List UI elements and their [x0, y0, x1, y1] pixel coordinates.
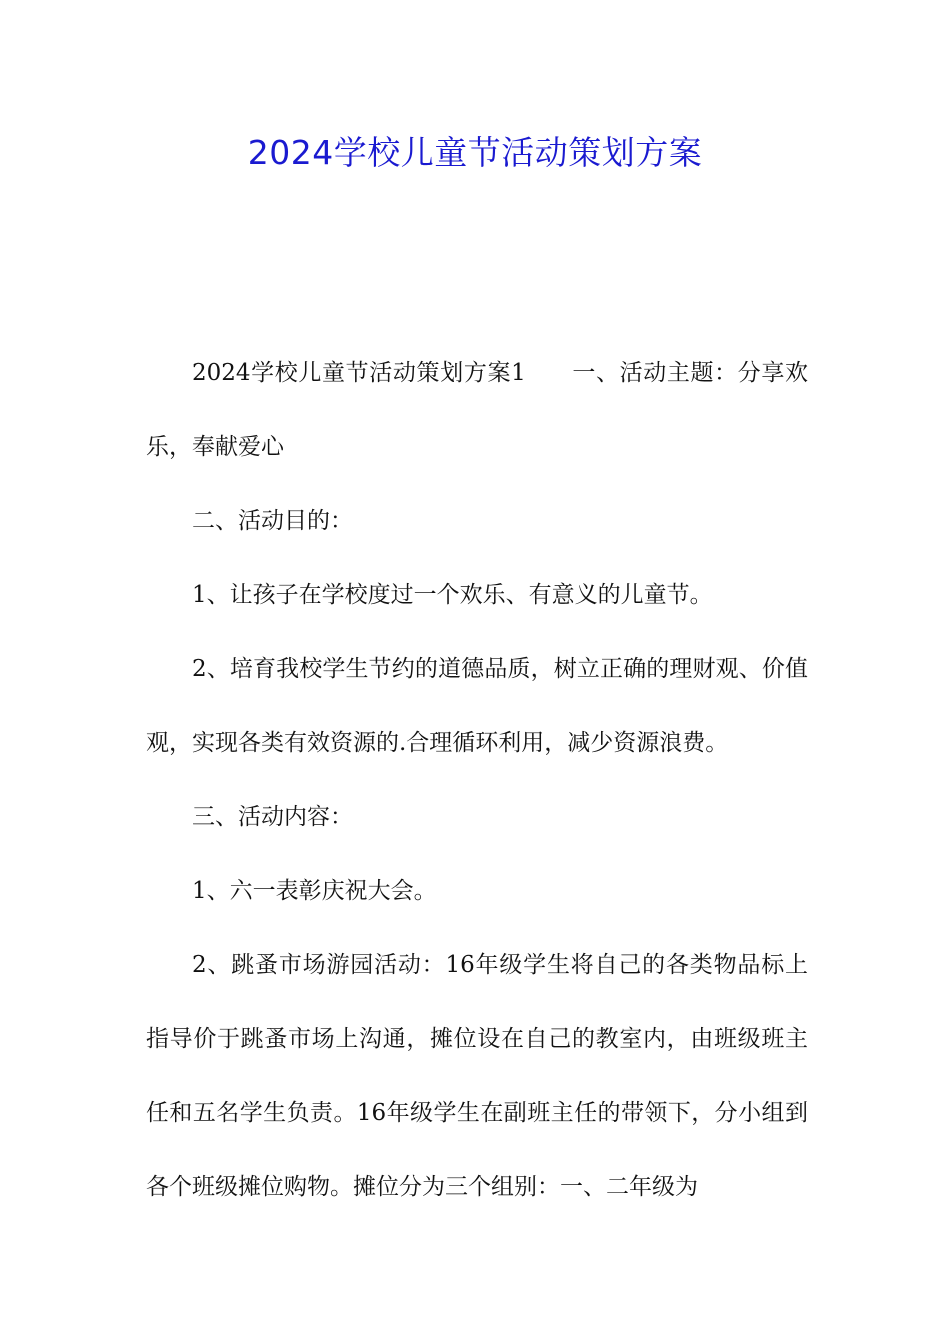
paragraph: 2、培育我校学生节约的道德品质，树立正确的理财观、价值观，实现各类有效资源的.合理循环利用，减少资源浪费。 — [146, 656, 808, 756]
section-heading: 2024学校儿童节活动策划方案1 — [192, 360, 526, 386]
paragraph — [146, 336, 808, 484]
paragraph-text: 一、活动主题：分享欢乐，奉献爱心 — [146, 360, 809, 460]
paragraph: 1、让孩子在学校度过一个欢乐、有意义的儿童节。 — [192, 582, 713, 608]
document-body — [146, 336, 808, 1224]
paragraph: 1、六一表彰庆祝大会。 — [192, 878, 437, 904]
document-title: 2024学校儿童节活动策划方案 — [247, 133, 703, 172]
paragraph: 2、跳蚤市场游园活动：16年级学生将自己的各类物品标上指导价于跳蚤市场上沟通，摊位设在自己的教室内，由班级班主任和五名学生负责。16年级学生在副班主任的带领下，分小组到各个班级摊位购物。摊位分为三个组别：一、二年级为 — [146, 952, 808, 1200]
paragraph: 二、活动目的： — [192, 508, 353, 534]
paragraph: 三、活动内容： — [192, 804, 353, 830]
